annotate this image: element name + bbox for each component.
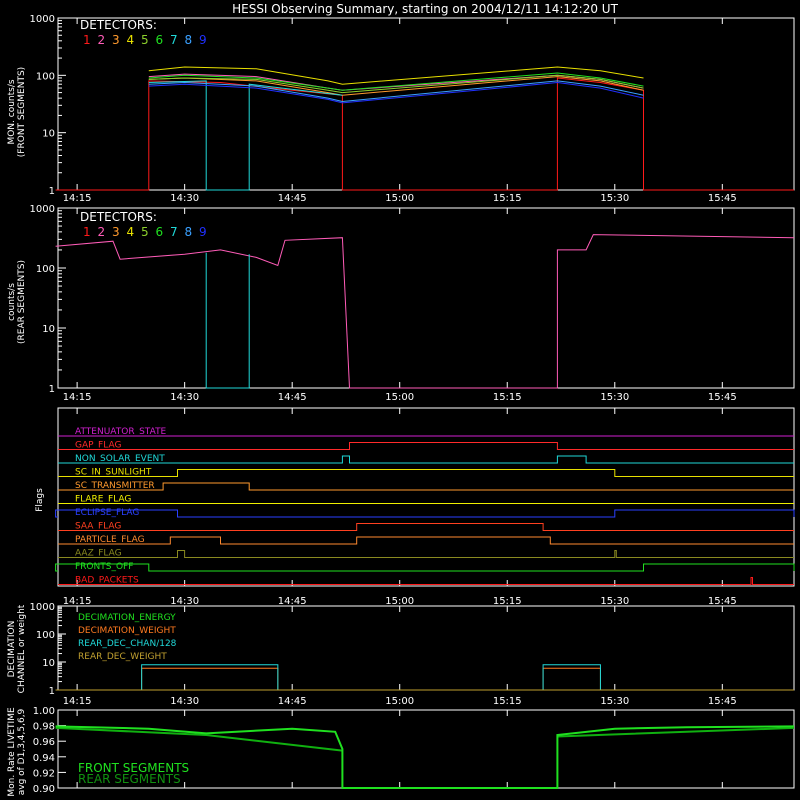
rear-xtick-label-2: 14:45 bbox=[277, 392, 307, 403]
flags-ylabel: Flags bbox=[35, 488, 45, 512]
flags-xtick-label-2: 14:45 bbox=[277, 596, 307, 607]
rear-ylabel-2: (REAR SEGMENTS) bbox=[17, 259, 27, 345]
rear-panel bbox=[7, 204, 794, 403]
rear-legend-8: 8 bbox=[184, 225, 193, 239]
front-xtick-label-0: 14:15 bbox=[62, 193, 92, 204]
flag-line-3 bbox=[58, 467, 794, 478]
live-ytick-label-4: 0.98 bbox=[32, 721, 55, 733]
dec-legend-2: REAR_DEC_CHAN/128 bbox=[78, 639, 177, 649]
dec-xtick-label-3: 15:00 bbox=[385, 696, 415, 707]
rear-xtick-label-6: 15:45 bbox=[707, 392, 737, 403]
flag-label-7: SAA_FLAG bbox=[75, 521, 122, 532]
dec-xtick-label-6: 15:45 bbox=[707, 696, 737, 707]
front-ytick-label-3: 1000 bbox=[29, 14, 55, 25]
rear-legend-title: DETECTORS: bbox=[80, 210, 157, 224]
rear-series-0 bbox=[56, 235, 794, 388]
rear-legend-5: 5 bbox=[141, 225, 149, 239]
flags-frame bbox=[58, 408, 794, 586]
flag-label-5: FLARE_FLAG bbox=[75, 494, 132, 505]
live-ytick-label-3: 0.96 bbox=[32, 737, 55, 749]
front-legend-4: 4 bbox=[126, 33, 135, 47]
dec-xtick-label-5: 15:30 bbox=[600, 696, 630, 707]
flag-label-10: FRONTS_OFF bbox=[75, 562, 134, 572]
live-ytick-label-5: 1.00 bbox=[32, 706, 55, 717]
rear-frame bbox=[58, 208, 794, 388]
front-xtick-label-5: 15:30 bbox=[600, 193, 630, 204]
flag-label-1: GAP_FLAG bbox=[75, 440, 122, 451]
dec-ytick-label-3: 1000 bbox=[29, 602, 55, 613]
rear-legend-4: 4 bbox=[126, 225, 135, 239]
decimation-ylabel-1: DECIMATION bbox=[7, 620, 17, 678]
dec-xtick-label-2: 14:45 bbox=[277, 696, 307, 707]
flags-xtick-label-3: 15:00 bbox=[385, 596, 415, 607]
rear-xtick-label-0: 14:15 bbox=[62, 392, 92, 403]
flags-xtick-label-6: 15:45 bbox=[707, 596, 737, 607]
flag-label-6: ECLIPSE_FLAG bbox=[75, 508, 140, 518]
flags-xtick-label-1: 14:30 bbox=[170, 596, 200, 607]
flag-label-8: PARTICLE_FLAG bbox=[75, 535, 145, 545]
live-ytick-label-1: 0.92 bbox=[32, 768, 55, 780]
flags-xtick-label-0: 14:15 bbox=[62, 596, 92, 607]
front-xtick-label-6: 15:45 bbox=[707, 193, 737, 204]
front-legend-8: 8 bbox=[184, 33, 193, 47]
flags-xtick-label-5: 15:30 bbox=[600, 596, 630, 607]
front-xtick-label-1: 14:30 bbox=[170, 193, 200, 204]
rear-legend-9: 9 bbox=[199, 225, 207, 239]
flag-line-10 bbox=[56, 564, 794, 571]
rear-ytick-label-2: 100 bbox=[35, 264, 55, 275]
front-ytick-label-0: 1 bbox=[48, 186, 55, 197]
front-xtick-label-2: 14:45 bbox=[277, 193, 307, 204]
decimation-plot bbox=[30, 602, 794, 707]
decimation-ylabel-2: CHANNEL or weight bbox=[17, 604, 27, 694]
rear-xtick-label-1: 14:30 bbox=[170, 392, 200, 403]
dec-series-1-0 bbox=[142, 668, 278, 690]
dec-legend-0: DECIMATION_ENERGY bbox=[78, 613, 176, 623]
rear-xtick-label-4: 15:15 bbox=[492, 392, 522, 403]
dec-legend-1: DECIMATION_WEIGHT bbox=[78, 626, 176, 636]
flag-line-6 bbox=[56, 510, 794, 517]
rear-legend-3: 3 bbox=[112, 225, 120, 239]
dec-xtick-label-0: 14:15 bbox=[62, 696, 92, 707]
front-ytick-label-2: 100 bbox=[35, 71, 55, 83]
livetime-panel bbox=[7, 706, 794, 797]
front-legend-title: DETECTORS: bbox=[80, 18, 157, 32]
rear-ylabel-1: counts/s bbox=[7, 283, 17, 321]
live-ytick-label-2: 0.94 bbox=[32, 752, 55, 764]
front-legend-6: 6 bbox=[155, 33, 164, 47]
flags-panel bbox=[35, 408, 794, 607]
flags-xtick-label-4: 15:15 bbox=[492, 596, 522, 607]
dec-xtick-label-1: 14:30 bbox=[170, 696, 200, 707]
flag-label-9: AAZ_FLAG bbox=[75, 548, 122, 559]
flag-label-2: NON_SOLAR_EVENT bbox=[75, 454, 165, 464]
front-legend-7: 7 bbox=[170, 33, 178, 47]
flag-line-1 bbox=[58, 440, 794, 451]
front-legend-9: 9 bbox=[199, 33, 207, 47]
rear-ytick-label-0: 1 bbox=[48, 384, 55, 395]
dec-ytick-label-1: 10 bbox=[42, 658, 55, 669]
rear-legend-numbers bbox=[83, 225, 207, 239]
dec-ytick-label-0: 1 bbox=[48, 686, 55, 697]
rear-series-1 bbox=[206, 253, 249, 388]
flag-label-0: ATTENUATOR_STATE bbox=[75, 427, 167, 437]
flag-line-11 bbox=[58, 575, 794, 586]
flag-line-4 bbox=[58, 483, 794, 490]
livetime-ylabel-2: avg of D1,3,4,5,6,9 bbox=[17, 708, 27, 796]
front-legend-numbers bbox=[83, 33, 207, 47]
live-ytick-label-0: 0.90 bbox=[32, 784, 55, 795]
rear-legend-7: 7 bbox=[170, 225, 178, 239]
livetime-ylabel-1: Mon. Rate LIVETIME bbox=[7, 707, 17, 797]
flag-line-9 bbox=[58, 548, 794, 559]
decimation-panel bbox=[7, 602, 794, 707]
front-ylabel-2: (FRONT SEGMENTS) bbox=[17, 66, 27, 158]
flag-line-2 bbox=[58, 456, 794, 463]
rear-xtick-label-5: 15:30 bbox=[600, 392, 630, 403]
rear-legend-1: 1 bbox=[83, 225, 91, 239]
front-frame bbox=[58, 18, 794, 190]
dec-ytick-label-2: 100 bbox=[35, 630, 55, 641]
front-legend-3: 3 bbox=[112, 33, 120, 47]
dec-series-1-1 bbox=[543, 668, 600, 690]
rear-legend-6: 6 bbox=[155, 225, 164, 239]
live-series-rear-segments bbox=[56, 728, 794, 751]
front-legend-1: 1 bbox=[83, 33, 91, 47]
livetime-legend-front: FRONT SEGMENTS bbox=[78, 761, 190, 775]
front-legend-2: 2 bbox=[97, 33, 106, 47]
rear-ytick-label-1: 10 bbox=[42, 324, 55, 335]
flag-label-3: SC_IN_SUNLIGHT bbox=[75, 467, 152, 478]
rear-xtick-label-3: 15:00 bbox=[385, 392, 415, 403]
front-panel bbox=[7, 14, 794, 204]
flag-line-8 bbox=[58, 537, 794, 544]
front-legend-5: 5 bbox=[141, 33, 149, 47]
dec-legend-3: REAR_DEC_WEIGHT bbox=[78, 652, 167, 662]
front-xtick-label-3: 15:00 bbox=[385, 193, 415, 204]
flag-label-11: BAD_PACKETS bbox=[75, 575, 139, 586]
rear-ytick-label-3: 1000 bbox=[29, 204, 55, 215]
rear-legend-2: 2 bbox=[97, 225, 106, 239]
figure-title: HESSI Observing Summary, starting on 2004/12/11 14:12:20 UT bbox=[232, 2, 618, 16]
flag-line-7 bbox=[58, 521, 794, 532]
flags-plot bbox=[56, 408, 794, 607]
front-ytick-label-1: 10 bbox=[42, 128, 55, 140]
front-ylabel-1: MON. counts/s bbox=[7, 79, 17, 145]
dec-xtick-label-4: 15:15 bbox=[492, 696, 522, 707]
livetime-legend-rear: REAR SEGMENTS bbox=[78, 772, 181, 786]
front-xtick-label-4: 15:15 bbox=[492, 193, 522, 204]
flag-label-4: SC_TRANSMITTER bbox=[75, 481, 155, 491]
